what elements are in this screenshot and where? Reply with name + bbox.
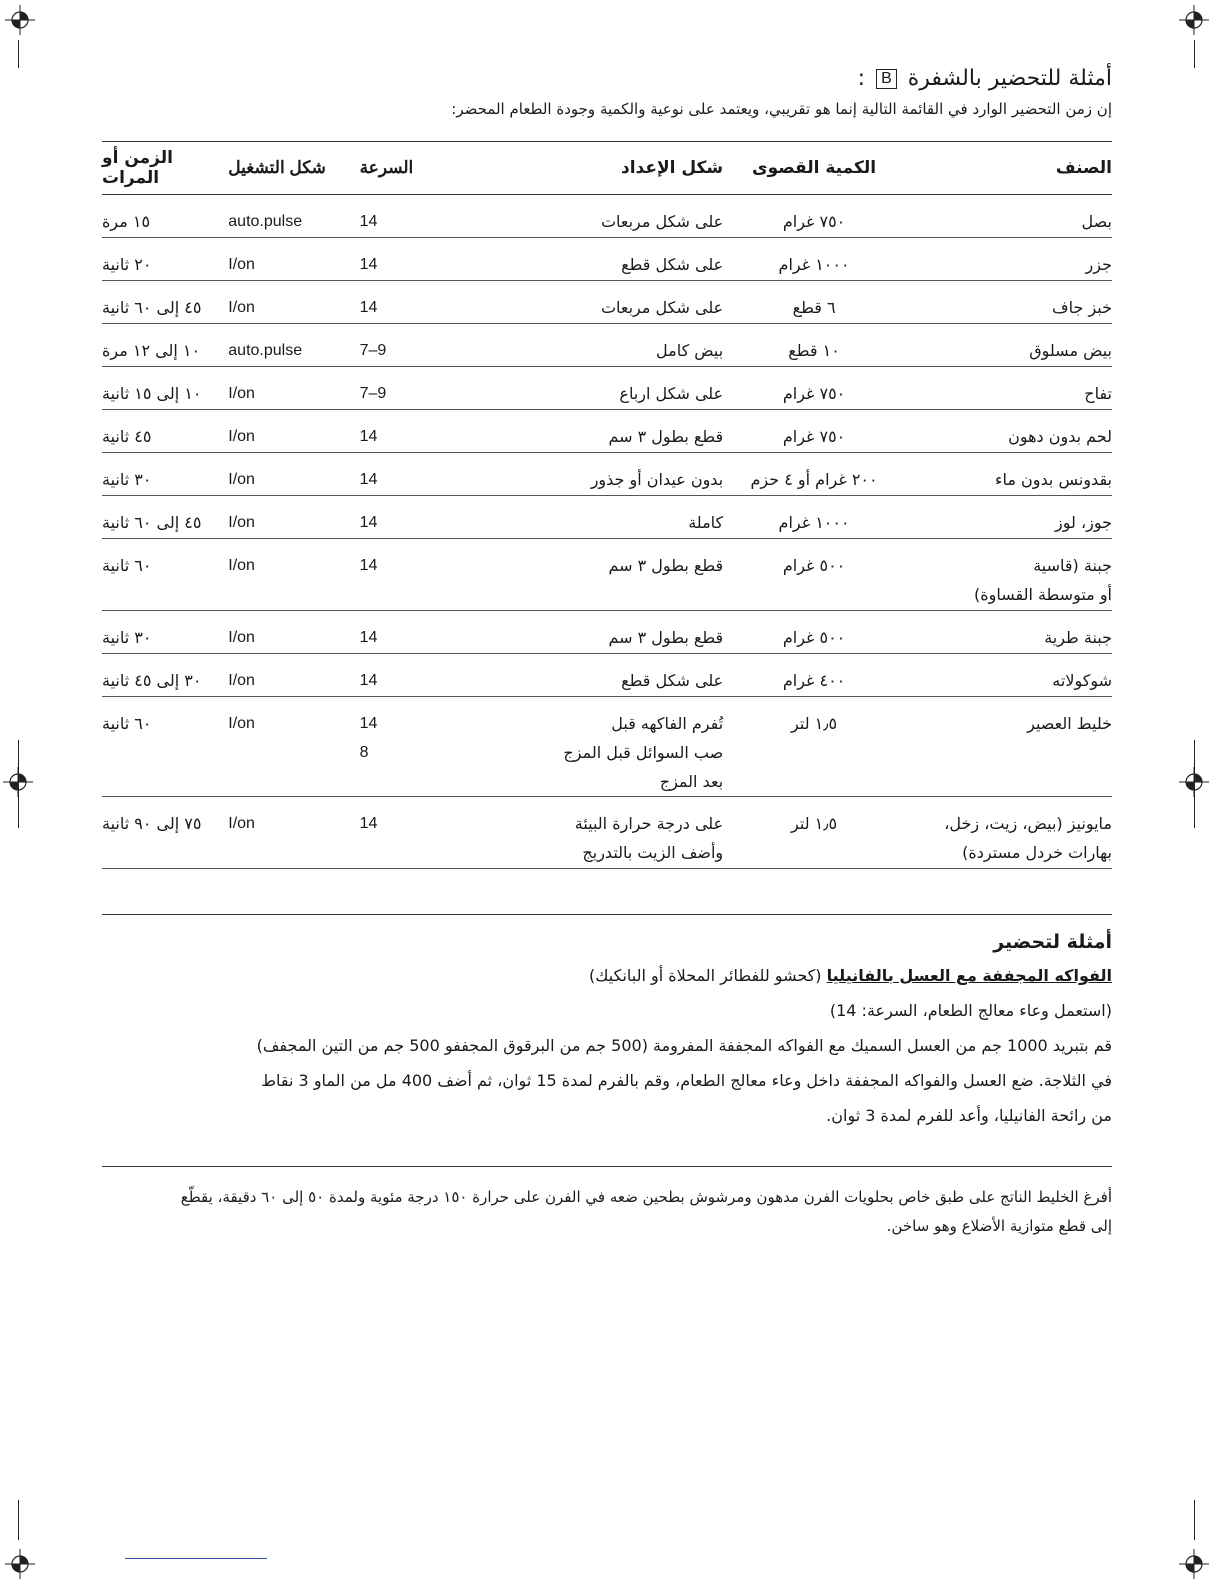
cell-form-line: صب السوائل قبل المزج بعد المزج [563, 743, 724, 791]
cell-qty: ١٠٠٠ غرام [723, 238, 905, 281]
cell-operation: auto.pulse [228, 195, 359, 238]
page-content [102, 62, 1112, 1235]
cell-item: جوز، لوز [905, 496, 1112, 539]
cell-speed: 14 [360, 238, 471, 281]
cell-time: ٦٠ ثانية [102, 539, 228, 611]
cell-item: لحم بدون دهون [905, 410, 1112, 453]
table-row [102, 410, 1112, 453]
cell-item-line: أو متوسطة القساوة) [973, 585, 1112, 604]
cell-speed-line: 8 [359, 744, 369, 761]
cell-speed: 14 [360, 281, 471, 324]
cell-speed-line: 14 [359, 715, 378, 732]
crop-line [18, 740, 19, 828]
table-row [102, 654, 1112, 697]
cell-operation: I/on [228, 367, 359, 410]
cell-form-line: وأضف الزيت بالتدريج [582, 843, 724, 862]
cell-operation: I/on [228, 453, 359, 496]
cell-operation: I/on [228, 238, 359, 281]
registration-mark-icon [5, 5, 35, 35]
cell-form [471, 697, 724, 797]
table-row [102, 496, 1112, 539]
cell-time: ٤٥ إلى ٦٠ ثانية [102, 281, 228, 324]
cell-time: ٣٠ ثانية [102, 453, 228, 496]
cell-time: ٦٠ ثانية [102, 697, 228, 797]
cell-form: كاملة [471, 496, 724, 539]
cell-item-line: جبنة (قاسية [1033, 556, 1112, 575]
table-row [102, 539, 1112, 611]
examples-title: أمثلة لتحضير [993, 931, 1112, 953]
crop-line [1194, 740, 1195, 828]
table-row [102, 797, 1112, 869]
table-row [102, 281, 1112, 324]
col-header-operation: شكل التشغيل [228, 142, 359, 195]
table-header-row [102, 142, 1112, 195]
cell-item: خبز جاف [905, 281, 1112, 324]
cell-qty: ١٫٥ لتر [723, 797, 905, 869]
cell-operation: I/on [228, 496, 359, 539]
cell-time: ١٠ إلى ١٥ ثانية [102, 367, 228, 410]
table-row [102, 453, 1112, 496]
recipe-name: الفواكه المجففة مع العسل بالفانيليا [826, 966, 1112, 985]
cell-item: بيض مسلوق [905, 324, 1112, 367]
col-header-item: الصنف [905, 142, 1112, 195]
cell-item: خليط العصير [905, 697, 1112, 797]
registration-mark-icon [1179, 1549, 1209, 1579]
col-header-time: الزمن أو المرات [102, 142, 228, 195]
col-header-prep-form: شكل الإعداد [471, 142, 724, 195]
cell-item [905, 797, 1112, 869]
cell-qty: ٧٥٠ غرام [723, 410, 905, 453]
cell-speed: 14 [360, 611, 471, 654]
cell-speed: 14 [360, 195, 471, 238]
cell-speed: 14 [360, 797, 471, 869]
cell-qty: ٥٠٠ غرام [723, 539, 905, 611]
preparation-table [102, 141, 1112, 869]
registration-mark-icon [1179, 5, 1209, 35]
recipe-line: قم بتبريد 1000 جم من العسل السميك مع الفواكه المجففة المفرومة (500 جم من البرقوق المجففو 500 جم من التين المجفف) [256, 1036, 1112, 1055]
cell-qty: ١٫٥ لتر [723, 697, 905, 797]
cell-qty: ٦ قطع [723, 281, 905, 324]
cell-speed: 9–7 [360, 324, 471, 367]
cell-time: ٧٥ إلى ٩٠ ثانية [102, 797, 228, 869]
table-row [102, 367, 1112, 410]
cell-speed: 14 [360, 453, 471, 496]
cell-item: جبنة طرية [905, 611, 1112, 654]
cell-qty: ١٠٠٠ غرام [723, 496, 905, 539]
table-row [102, 697, 1112, 797]
cell-form: على شكل قطع [471, 654, 724, 697]
title-colon: : [857, 66, 866, 91]
cell-time: ٣٠ ثانية [102, 611, 228, 654]
table-row [102, 324, 1112, 367]
cell-operation: I/on [228, 281, 359, 324]
intro-text: إن زمن التحضير الوارد في القائمة التالية إنما هو تقريبي، ويعتمد على نوعية والكمية وجودة الطعام المحضر: [451, 100, 1112, 118]
cell-form-line: على درجة حرارة البيئة [574, 814, 724, 833]
cell-time: ٢٠ ثانية [102, 238, 228, 281]
cell-qty: ١٠ قطع [723, 324, 905, 367]
cell-form: بيض كامل [471, 324, 724, 367]
cell-item: شوكولاته [905, 654, 1112, 697]
cell-form: قطع بطول ٣ سم [471, 410, 724, 453]
cell-form: قطع بطول ٣ سم [471, 539, 724, 611]
crop-line [18, 40, 19, 68]
cell-qty: ٥٠٠ غرام [723, 611, 905, 654]
title-text: أمثلة للتحضير بالشفرة [907, 66, 1112, 91]
footer-rule [125, 1558, 267, 1559]
col-header-speed: السرعة [360, 142, 471, 195]
note-line: أفرغ الخليط الناتج على طبق خاص بحلويات الفرن مدهون ومرشوش بطحين ضعه في الفرن على حرارة ١٥٠ درجة مئوية ولمدة ٥٠ إلى ٦٠ دقيقة، يقطّع [180, 1188, 1112, 1206]
registration-mark-icon [5, 1549, 35, 1579]
cell-form [471, 797, 724, 869]
cell-form: على شكل مربعات [471, 195, 724, 238]
col-header-max-qty: الكمية القصوى [723, 142, 905, 195]
cell-item: تفاح [905, 367, 1112, 410]
cell-time: ٣٠ إلى ٤٥ ثانية [102, 654, 228, 697]
cell-operation: I/on [228, 539, 359, 611]
cell-operation: I/on [228, 697, 359, 797]
cell-speed: 14 [360, 410, 471, 453]
recipe-line: (استعمل وعاء معالج الطعام، السرعة: 14) [829, 1001, 1112, 1020]
page-title [102, 62, 1112, 96]
note-section [102, 1166, 1112, 1241]
cell-item: بقدونس بدون ماء [905, 453, 1112, 496]
cell-time: ٤٥ إلى ٦٠ ثانية [102, 496, 228, 539]
cell-item: جزر [905, 238, 1112, 281]
cell-time: ١٠ إلى ١٢ مرة [102, 324, 228, 367]
cell-form-line: تُفرم الفاكهه قبل [611, 714, 724, 733]
cell-qty: ٧٥٠ غرام [723, 367, 905, 410]
cell-operation: auto.pulse [228, 324, 359, 367]
cell-form: على شكل مربعات [471, 281, 724, 324]
cell-speed [360, 697, 471, 797]
recipe-subtitle: (كحشو للفطائر المحلاة أو البانكيك) [589, 966, 822, 985]
crop-line [18, 1500, 19, 1540]
cell-form: على شكل قطع [471, 238, 724, 281]
cell-form: بدون عيدان أو جذور [471, 453, 724, 496]
cell-operation: I/on [228, 654, 359, 697]
recipe-title [102, 959, 1112, 993]
cell-qty: ٢٠٠ غرام أو ٤ حزم [723, 453, 905, 496]
examples-section [102, 914, 1112, 1133]
cell-form: على شكل ارباع [471, 367, 724, 410]
crop-line [1194, 40, 1195, 68]
cell-operation: I/on [228, 611, 359, 654]
cell-operation: I/on [228, 797, 359, 869]
cell-qty: ٧٥٠ غرام [723, 195, 905, 238]
cell-time: ١٥ مرة [102, 195, 228, 238]
cell-item [905, 539, 1112, 611]
cell-form: قطع بطول ٣ سم [471, 611, 724, 654]
cell-speed: 14 [360, 654, 471, 697]
note-line: إلى قطع متوازية الأضلاع وهو ساخن. [886, 1217, 1112, 1235]
cell-speed: 9–7 [360, 367, 471, 410]
crop-line [1194, 1500, 1195, 1540]
cell-speed: 14 [360, 539, 471, 611]
table-row [102, 238, 1112, 281]
recipe-line: في الثلاجة. ضع العسل والفواكه المجففة داخل وعاء معالج الطعام، وقم بالفرم لمدة 15 ثوان، ثم أضف 400 مل من الماو 3 نقاط [261, 1071, 1112, 1090]
cell-time: ٤٥ ثانية [102, 410, 228, 453]
cell-qty: ٤٠٠ غرام [723, 654, 905, 697]
cell-item-line: مايونيز (بيض، زيت، زخل، [944, 814, 1112, 833]
cell-item-line: بهارات خردل مستردة) [962, 843, 1112, 862]
cell-item: بصل [905, 195, 1112, 238]
table-row [102, 611, 1112, 654]
cell-operation: I/on [228, 410, 359, 453]
recipe-line: من رائحة الفانيليا، وأعد للفرم لمدة 3 ثوان. [826, 1106, 1112, 1125]
cell-speed: 14 [360, 496, 471, 539]
blade-b-badge: B [876, 69, 897, 89]
table-row [102, 195, 1112, 238]
